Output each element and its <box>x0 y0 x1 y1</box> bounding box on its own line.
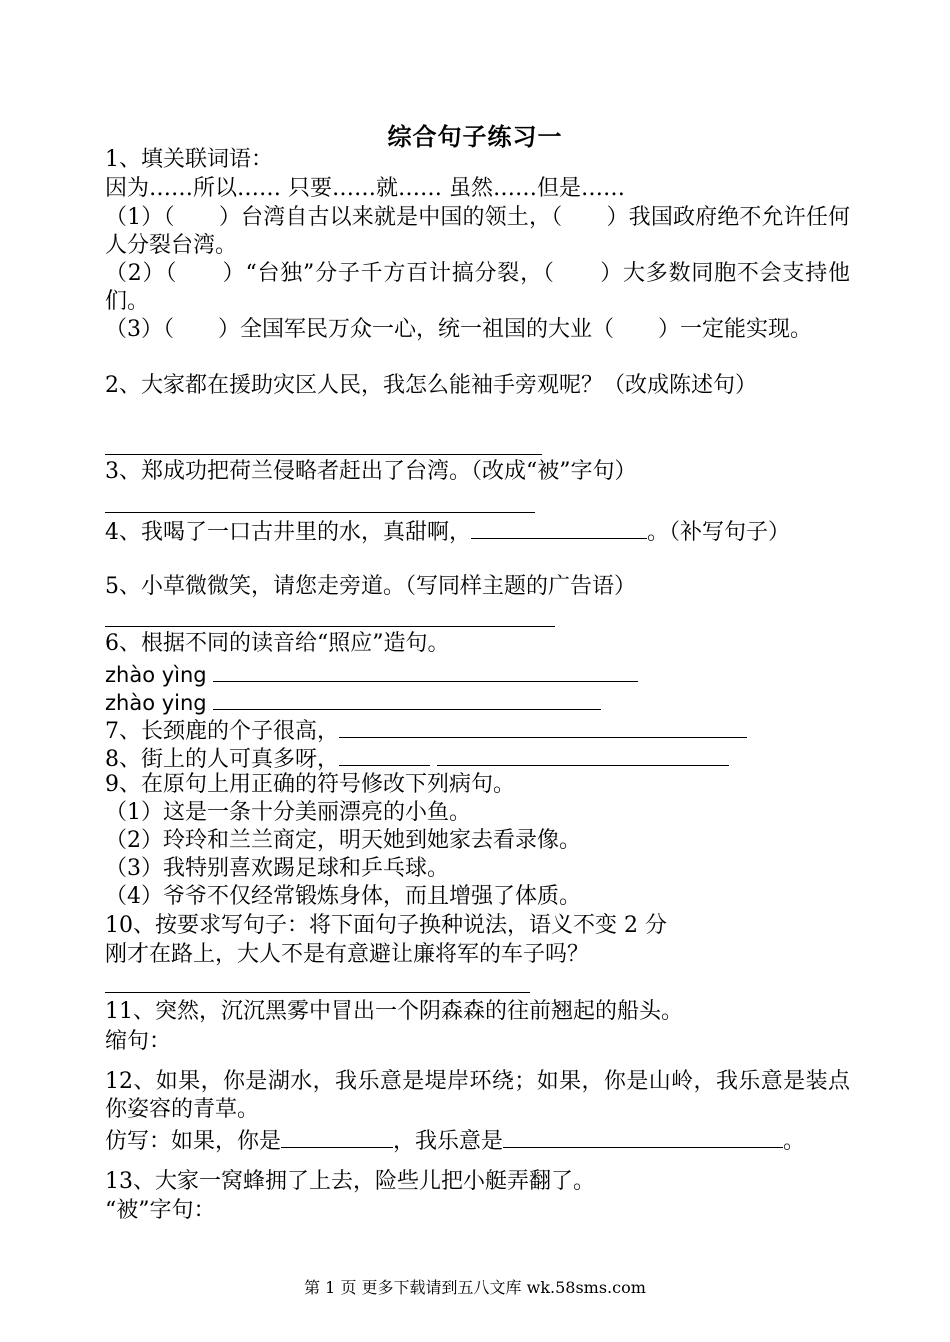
q1-options: 因为……所以…… 只要……就…… 虽然……但是…… <box>105 176 625 201</box>
q10-heading: 10、按要求写句子：将下面句子换种说法，语义不变 2 分 <box>105 913 667 938</box>
q4-text <box>105 516 850 547</box>
q4-before: 4、我喝了一口古井里的水，真甜啊， <box>105 520 471 545</box>
q6-pinyin-1: zhào yìng <box>105 663 207 687</box>
q6-line-2 <box>105 687 850 717</box>
q12-sentence: 12、如果，你是湖水，我乐意是堤岸环绕；如果，你是山岭，我乐意是装点你姿容的青草。 <box>105 1069 850 1122</box>
q12-blank-1[interactable] <box>281 1125 393 1148</box>
q8-line <box>105 743 850 774</box>
q9-item-2: （2）玲玲和兰兰商定，明天她到她家去看录像。 <box>105 828 581 853</box>
q1-item-1: （1）（ ）台湾自古以来就是中国的领土，（ ）我国政府绝不允许任何人分裂台湾。 <box>105 205 850 258</box>
q3-answer-line[interactable] <box>105 512 535 513</box>
q5-text: 5、小草微微笑，请您走旁道。（写同样主题的广告语） <box>105 574 636 599</box>
q6-heading: 6、根据不同的读音给“照应”造句。 <box>105 631 450 656</box>
q6-line-1 <box>105 659 850 689</box>
q12-imitate-a: 仿写：如果，你是 <box>105 1129 282 1154</box>
q1-heading: 1、填关联词语： <box>105 147 273 172</box>
q8-text: 8、街上的人可真多呀， <box>105 747 339 772</box>
q13-sentence: 13、大家一窝蜂拥了上去，险些儿把小艇弄翻了。 <box>105 1169 595 1194</box>
page-footer: 第 1 页 更多下载请到五八文库 wk.58sms.com <box>304 1278 646 1297</box>
q12-imitate-b: ，我乐意是 <box>393 1129 504 1154</box>
q4-after: 。（补写句子） <box>647 520 791 545</box>
page-title: 综合句子练习一 <box>387 122 563 151</box>
q7-text: 7、长颈鹿的个子很高， <box>105 719 339 744</box>
q9-item-1: （1）这是一条十分美丽漂亮的小鱼。 <box>105 800 471 825</box>
q3-text: 3、郑成功把荷兰侵略者赶出了台湾。（改成“被”字句） <box>105 459 637 484</box>
q7-line <box>105 715 850 746</box>
q12-imitate <box>105 1125 850 1156</box>
q8-blank-2[interactable] <box>437 743 729 766</box>
q9-item-3: （3）我特别喜欢踢足球和乒乓球。 <box>105 856 449 881</box>
q12-blank-2[interactable] <box>503 1125 783 1148</box>
q2-text: 2、大家都在援助灾区人民，我怎么能袖手旁观呢？（改成陈述句） <box>105 373 757 398</box>
q12-imitate-c: 。 <box>783 1129 806 1154</box>
q1-item-2: （2）（ ）“台独”分子千方百计搞分裂，（ ）大多数同胞不会支持他们。 <box>105 261 850 314</box>
q6-blank-1[interactable] <box>213 659 638 682</box>
q13-label: “被”字句： <box>105 1198 216 1223</box>
q11-sentence: 11、突然，沉沉黑雾中冒出一个阴森森的往前翘起的船头。 <box>105 999 683 1024</box>
q9-item-4: （4）爷爷不仅经常锻炼身体，而且增强了体质。 <box>105 884 581 909</box>
q6-pinyin-2: zhào ying <box>105 691 207 715</box>
q8-blank-1[interactable] <box>339 743 430 766</box>
q7-blank[interactable] <box>339 715 747 738</box>
q6-blank-2[interactable] <box>213 687 601 710</box>
q1-item-3: （3）（ ）全国军民万众一心，统一祖国的大业（ ）一定能实现。 <box>105 317 812 342</box>
q10-sentence: 刚才在路上，大人不是有意避让廉将军的车子吗？ <box>105 942 590 967</box>
q10-answer-line[interactable] <box>105 992 530 993</box>
q2-answer-line[interactable] <box>105 454 542 455</box>
q5-answer-line[interactable] <box>105 626 555 627</box>
q9-heading: 9、在原句上用正确的符号修改下列病句。 <box>105 772 515 797</box>
q11-label: 缩句： <box>105 1029 172 1054</box>
q4-blank[interactable] <box>471 516 647 539</box>
